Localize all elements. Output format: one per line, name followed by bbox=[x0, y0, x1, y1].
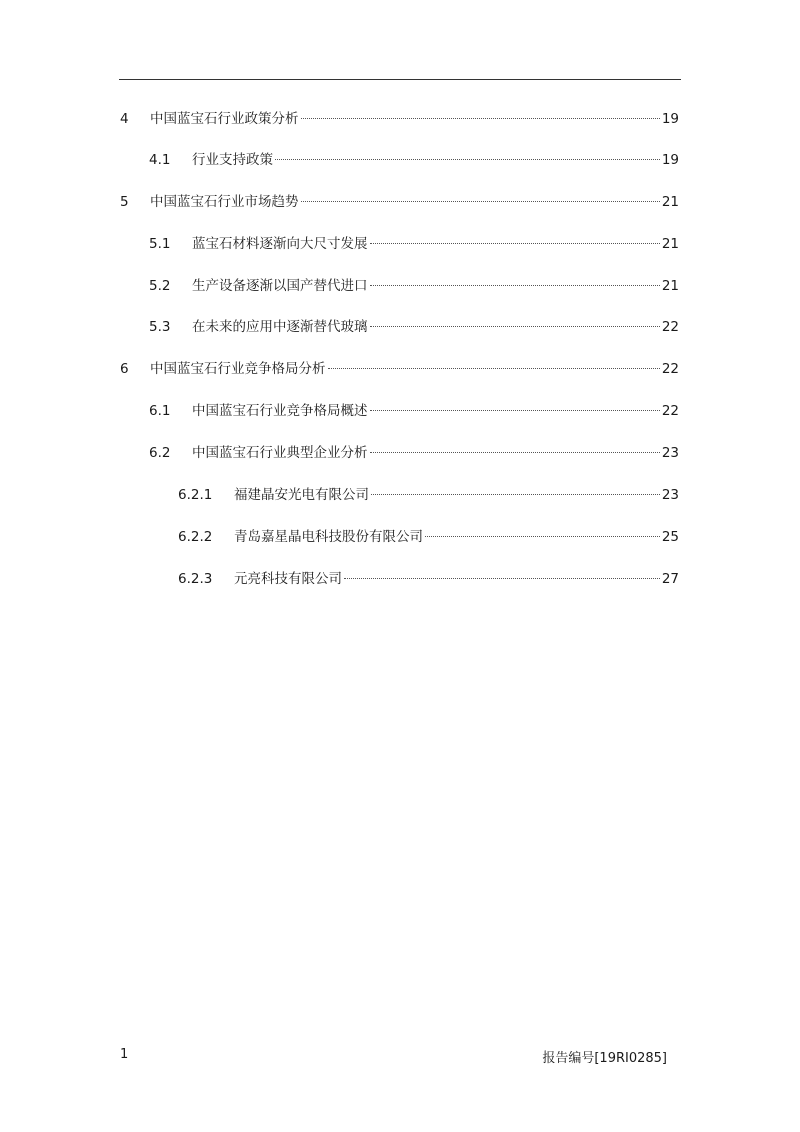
toc-entry-title: 青岛嘉星晶电科技股份有限公司 bbox=[234, 529, 423, 545]
toc-entry-page: 21 bbox=[661, 278, 679, 294]
toc-entry-page: 22 bbox=[661, 319, 679, 335]
toc-entry-5-2[interactable] bbox=[149, 277, 679, 295]
toc-dot-leader bbox=[328, 368, 660, 369]
toc-entry-title: 中国蓝宝石行业典型企业分析 bbox=[192, 445, 368, 461]
toc-entry-title: 中国蓝宝石行业竞争格局分析 bbox=[150, 361, 326, 377]
toc-dot-leader bbox=[370, 452, 660, 453]
toc-entry-number: 5 bbox=[120, 194, 129, 210]
toc-entry-number: 6.2.2 bbox=[178, 529, 213, 545]
toc-entry-6-2-2[interactable] bbox=[178, 528, 679, 546]
toc-entry-title: 中国蓝宝石行业政策分析 bbox=[150, 111, 299, 127]
header-rule bbox=[119, 79, 681, 80]
footer-report-code: 报告编号[19RI0285] bbox=[542, 1051, 667, 1066]
toc-entry-number: 6.2.3 bbox=[178, 571, 213, 587]
toc-entry-number: 5.3 bbox=[149, 319, 171, 335]
toc-entry-4-1[interactable] bbox=[149, 151, 679, 169]
toc-entry-5-3[interactable] bbox=[149, 318, 679, 336]
toc-entry-page: 23 bbox=[661, 445, 679, 461]
toc-entry-6-2[interactable] bbox=[149, 444, 679, 462]
toc-entry-4[interactable] bbox=[120, 110, 679, 128]
toc-entry-title: 蓝宝石材料逐渐向大尺寸发展 bbox=[192, 236, 368, 252]
toc-dot-leader bbox=[370, 285, 660, 286]
toc-entry-number: 6.2 bbox=[149, 445, 171, 461]
toc-dot-leader bbox=[371, 494, 660, 495]
toc-entry-title: 福建晶安光电有限公司 bbox=[234, 487, 369, 503]
toc-dot-leader bbox=[425, 536, 660, 537]
toc-entry-number: 4 bbox=[120, 111, 129, 127]
toc-entry-6-1[interactable] bbox=[149, 402, 679, 420]
toc-entry-page: 22 bbox=[661, 361, 679, 377]
toc-entry-5[interactable] bbox=[120, 193, 679, 211]
toc-entry-title: 中国蓝宝石行业竞争格局概述 bbox=[192, 403, 368, 419]
toc-entry-page: 22 bbox=[661, 403, 679, 419]
toc-entry-title: 生产设备逐渐以国产替代进口 bbox=[192, 278, 368, 294]
toc-dot-leader bbox=[370, 243, 660, 244]
toc-entry-title: 行业支持政策 bbox=[192, 152, 273, 168]
toc-entry-page: 23 bbox=[661, 487, 679, 503]
toc-entry-title: 中国蓝宝石行业市场趋势 bbox=[150, 194, 299, 210]
toc-entry-number: 5.2 bbox=[149, 278, 171, 294]
toc-entry-page: 19 bbox=[661, 111, 679, 127]
toc-entry-page: 21 bbox=[661, 194, 679, 210]
toc-entry-number: 4.1 bbox=[149, 152, 171, 168]
toc-entry-title: 元亮科技有限公司 bbox=[234, 571, 342, 587]
toc-entry-page: 25 bbox=[661, 529, 679, 545]
toc-entry-title: 在未来的应用中逐渐替代玻璃 bbox=[192, 319, 368, 335]
toc-entry-number: 6.1 bbox=[149, 403, 171, 419]
toc-dot-leader bbox=[344, 578, 660, 579]
toc-entry-5-1[interactable] bbox=[149, 235, 679, 253]
toc-dot-leader bbox=[275, 159, 660, 160]
toc-entry-6[interactable] bbox=[120, 360, 679, 378]
footer-page-number: 1 bbox=[120, 1047, 129, 1062]
toc-entry-page: 27 bbox=[661, 571, 679, 587]
toc-dot-leader bbox=[370, 326, 660, 327]
toc-entry-number: 6.2.1 bbox=[178, 487, 213, 503]
toc-entry-6-2-1[interactable] bbox=[178, 486, 679, 504]
toc-dot-leader bbox=[301, 118, 660, 119]
toc-dot-leader bbox=[301, 201, 660, 202]
toc-entry-page: 21 bbox=[661, 236, 679, 252]
toc-entry-6-2-3[interactable] bbox=[178, 570, 679, 588]
toc-entry-number: 6 bbox=[120, 361, 129, 377]
toc-entry-page: 19 bbox=[661, 152, 679, 168]
toc-entry-number: 5.1 bbox=[149, 236, 171, 252]
toc-dot-leader bbox=[370, 410, 660, 411]
